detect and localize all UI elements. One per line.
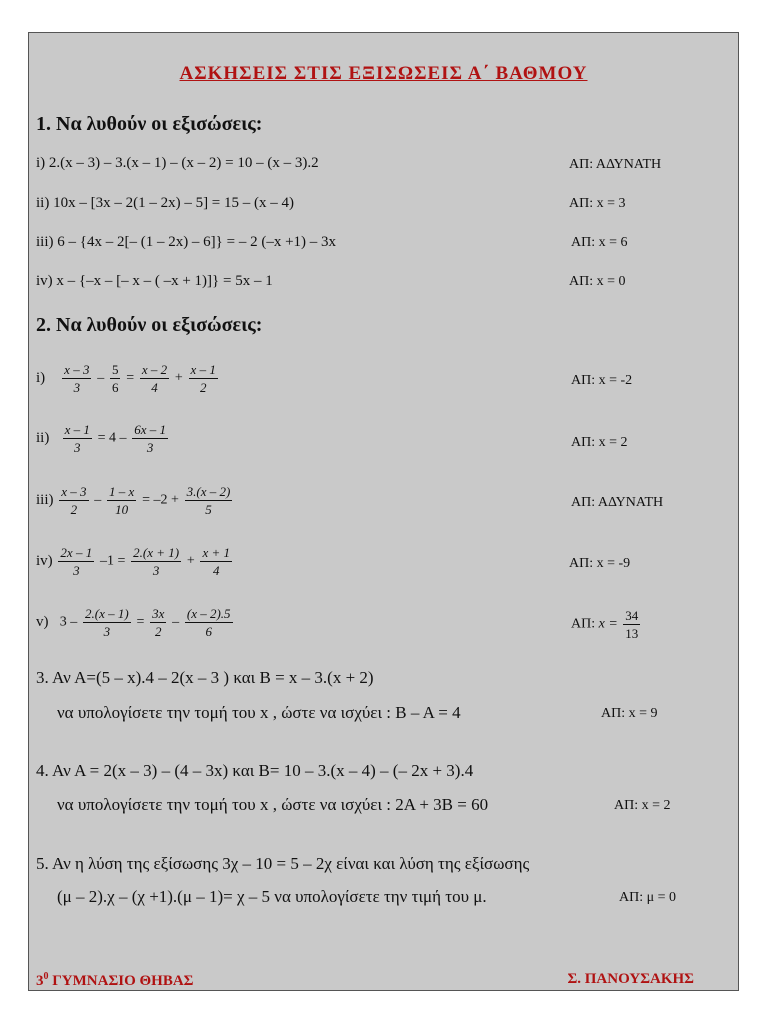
equation-1-ii: ii) 10x – [3x – 2(1 – 2x) – 5] = 15 – (x – 4) [36,195,295,211]
page-title: ΑΣΚΗΣΕΙΣ ΣΤΙΣ ΕΞΙΣΩΣΕΙΣ Α΄ ΒΑΘΜΟΥ [179,63,588,84]
answer-2-v: ΑΠ: x = $\frac{34}{13}$ [571,608,639,641]
exercise5-line2: (μ – 2).χ – (χ +1).(μ – 1)= χ – 5 να υπολογίσετε την τιμή του μ. [57,887,487,906]
equation-2-ii: ii) $\frac{x - 1}{3}$ = 4 – $\frac{6x - 1}{3}$ [36,422,167,455]
exercise4-line2: να υπολογίσετε την τομή του x , ώστε να ισχύει : 2Α + 3Β = 60 [57,795,489,814]
footer-author: Σ. ΠΑΝΟΥΣΑΚΗΣ [567,971,694,987]
answer-4: ΑΠ: x = 2 [614,798,671,813]
footer-school: $3^0$ ΓΥΜΝΑΣΙΟ ΘΗΒΑΣ [36,971,194,989]
section1-heading: 1. Να λυθούν οι εξισώσεις: [36,113,263,135]
equation-2-i: i) $\frac{x - 3}{3}$ – $\frac{5}{6}$ = $\frac{x - 2}{4}$ + $\frac{x - 1}{2}$ [36,362,216,395]
equation-1-iv: iv) x – {–x – [– x – ( –x + 1)]} = 5x – 1 [36,273,273,289]
answer-2-i: ΑΠ: x = -2 [571,373,633,388]
answer-1-i: ΑΠ: ΑΔΥΝΑΤΗ [569,157,662,172]
answer-3: ΑΠ: x = 9 [601,706,658,721]
exercise4-line1: 4. Αν Α = 2(x – 3) – (4 – 3x) και Β= 10 – 3.(x – 4) – (– 2x + 3).4 [36,761,474,780]
exercise5-line1: 5. Αν η λύση της εξίσωσης 3χ – 10 = 5 – 2χ είναι και λύση της εξίσωσης [36,854,530,873]
answer-1-ii: ΑΠ: x = 3 [569,196,626,211]
answer-2-iii: ΑΠ: ΑΔΥΝΑΤΗ [571,495,664,510]
answer-1-iv: ΑΠ: x = 0 [569,274,626,289]
worksheet-page [28,32,739,991]
equation-2-iii: iii) $\frac{x - 3}{2}$ – $\frac{1 - x}{10}$ = –2 + $\frac{3.(x - 2)}{5}$ [36,484,231,517]
equation-1-i: i) 2.(x – 3) – 3.(x – 1) – (x – 2) = 10 – (x – 3).2 [36,155,319,171]
equation-2-v: v) 3 – $\frac{2.(x - 1)}{3}$ = $\frac{3x}{2}$ – $\frac{(x - 2).5}{6}$ [36,606,231,639]
section2-heading: 2. Να λυθούν οι εξισώσεις: [36,314,263,336]
equation-2-iv: iv) $\frac{2x - 1}{3}$ –1 = $\frac{2.(x + 1)}{3}$ + $\frac{x + 1}{4}$ [36,545,231,578]
exercise3-line1: 3. Αν Α=(5 – x).4 – 2(x – 3 ) και Β = x – 3.(x + 2) [36,668,374,687]
answer-1-iii: ΑΠ: x = 6 [571,235,628,250]
answer-2-iv: ΑΠ: x = -9 [569,556,631,571]
equation-1-iii: iii) 6 – {4x – 2[– (1 – 2x) – 6]} = – 2 (–x +1) – 3x [36,234,337,250]
exercise3-line2: να υπολογίσετε την τομή του x , ώστε να ισχύει : Β – Α = 4 [57,703,461,722]
answer-5: ΑΠ: μ = 0 [619,890,677,905]
answer-2-ii: ΑΠ: x = 2 [571,435,628,450]
